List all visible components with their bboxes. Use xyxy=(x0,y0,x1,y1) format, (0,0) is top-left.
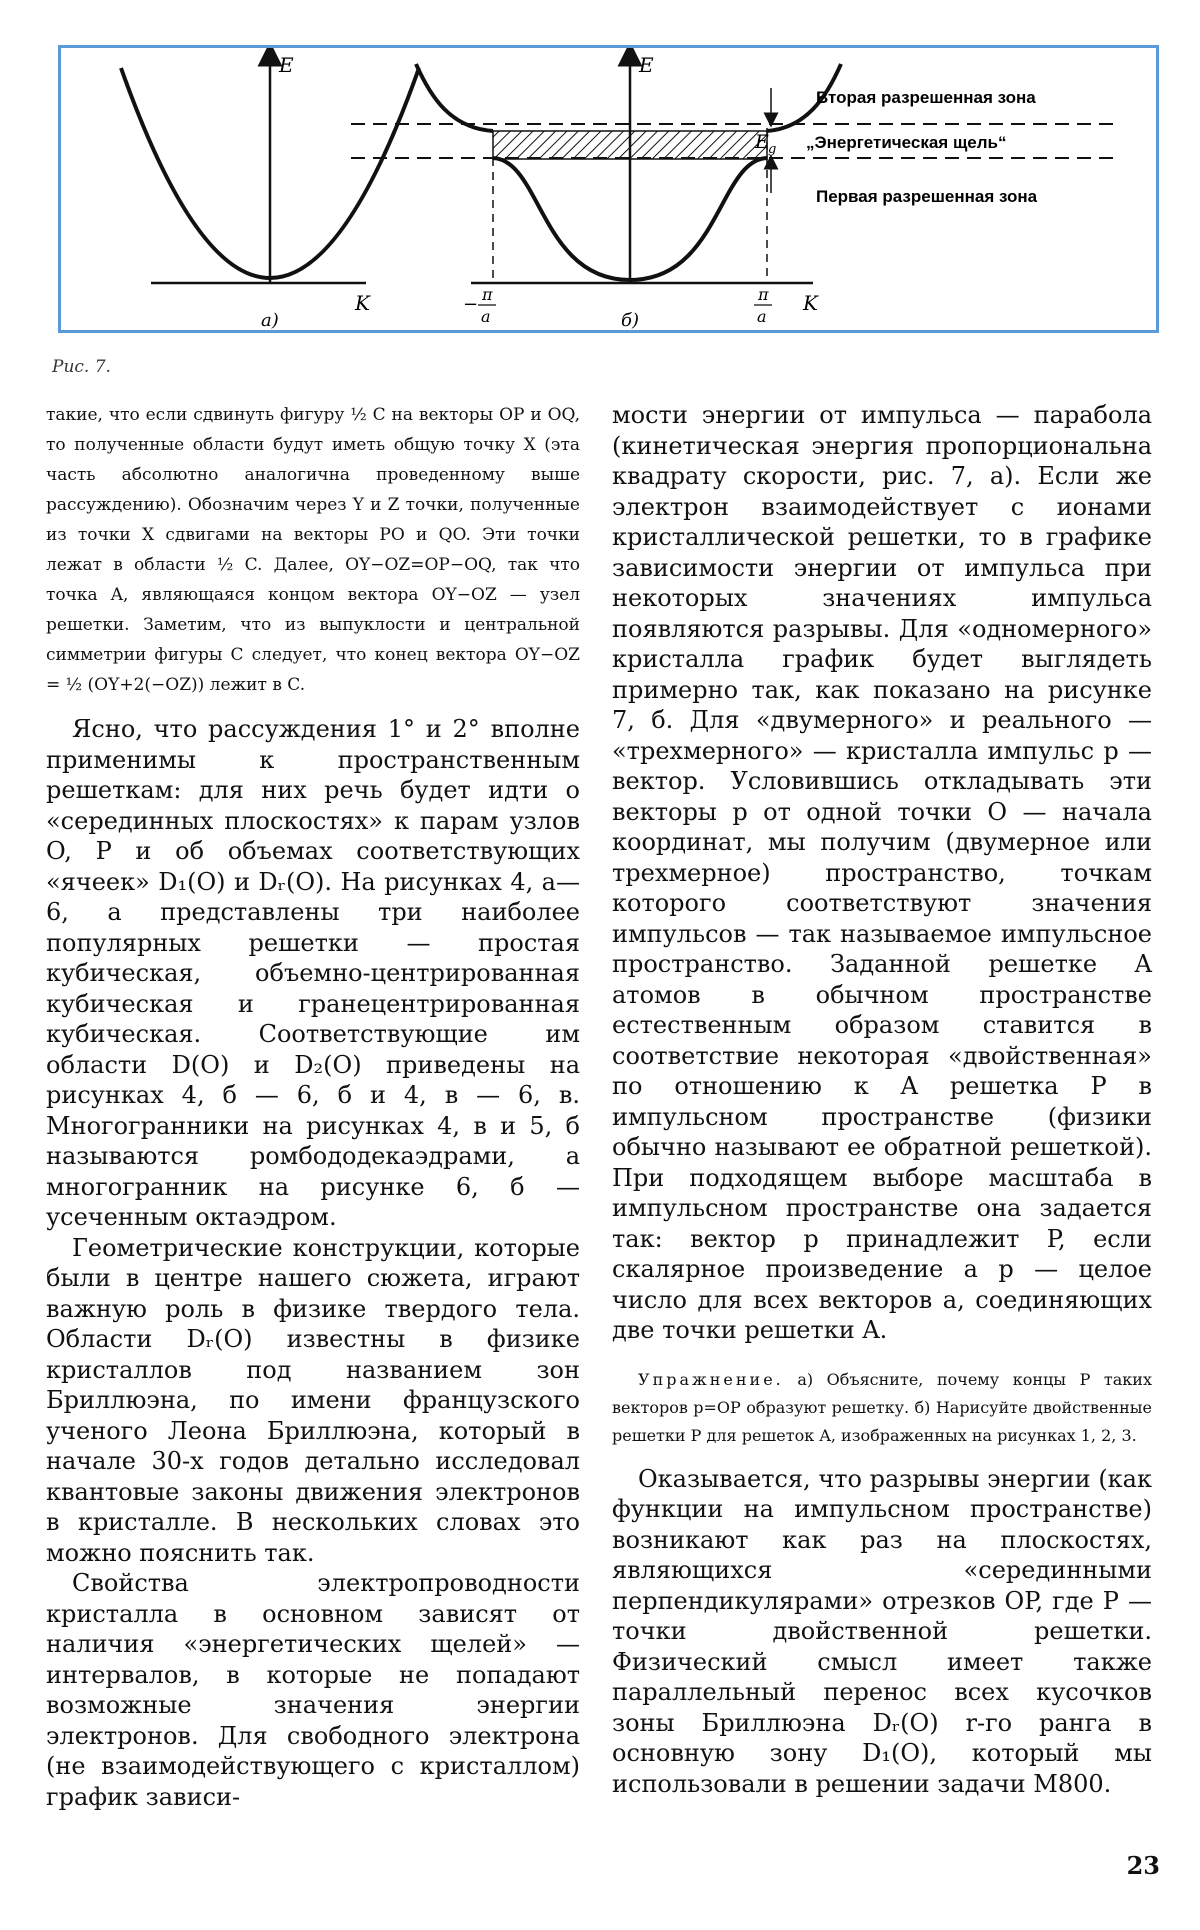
right-column xyxy=(612,400,1152,1799)
eg-subscript: g xyxy=(768,142,777,157)
right-paragraph-1: мости энергии от импульса — парабола (кинетическая энергия пропорциональна квадрату скорости, рис. 7, а). Если же электрон взаимодействует с ионами кристаллической решетки, то в графике зависимости энергии от импульса при некоторых значениях импульса появляются разрывы. Для «одномерного» кристалла график будет выглядеть примерно так, как показано на рисунке 7, б. Для «двумерного» и реального — «трехмерного» — кристалла импульс p — вектор. Условившись откладывать эти векторы p от одной точки O — начала координат, мы получим (двумерное или трехмерное) пространство, точкам которого соответствуют значения импульсов — так называемое импульсное пространство. Заданной решетке A атомов в обычном пространстве естественным образом ставится в соответствие некоторая «двойственная» по отношению к A решетка P в импульсном пространстве (физики обычно называют ее обратной решеткой). При подходящем выборе масштаба в импульсном пространстве она задается так: вектор p принадлежит P, если скалярное произведение a p — целое число для всех векторов a, соединяющих две точки решетки A. xyxy=(612,401,1152,1344)
right-paragraph-2: Оказывается, что разрывы энергии (как функции на импульсном пространстве) возникают как раз на плоскостях, являющихся «серединными перпендикулярами» отрезков OP, где P — точки двойственной решетки. Физический смысл имеет также параллельный перенос всех кусочков зоны Бриллюэна Dᵣ(O) r-го ранга в основную зону D₁(O), который мы использовали в решении задачи М800. xyxy=(612,1464,1152,1798)
pi-denominator: a xyxy=(757,307,767,326)
left-small-paragraph: такие, что если сдвинуть фигуру ½ C на векторы OP и OQ, то полученные области будут иметь общую точку X (эта часть абсолютно аналогична проведенному выше рассуждению). Обозначим через Y и Z точки, полученные из точки X сдвигами на векторы PO и QO. Эти точки лежат в области ½ C. Далее, OY−OZ=OP−OQ, так что точка A, являющаяся концом вектора OY−OZ — узел решетки. Заметим, что из выпуклости и центральной симметрии фигуры C следует, что конец вектора OY−OZ = ½ (OY+2(−OZ)) лежит в C. xyxy=(46,405,580,695)
graph-a xyxy=(121,53,419,330)
graph-a-e-label: E xyxy=(279,53,294,77)
left-paragraph-3: Свойства электропроводности кристалла в основном зависят от наличия «энергетических щелей» — интервалов, в которые не попадают возможные значения энергии электронов. Для свободного электрона (не взаимодействующего с кристаллом) график зависи- xyxy=(46,1569,580,1811)
figure-caption: Рис. 7. xyxy=(52,357,111,377)
pi-numerator: π xyxy=(758,285,769,304)
zone-upper-label: Вторая разрешенная зона xyxy=(816,88,1036,107)
graph-a-caption: а) xyxy=(261,310,279,330)
minus-pi-denominator: a xyxy=(481,307,491,326)
graph-b-k-label: K xyxy=(803,291,818,315)
zone-lower-label: Первая разрешенная зона xyxy=(816,187,1038,206)
figure-7 xyxy=(58,45,1159,333)
left-paragraph-1: Ясно, что рассуждения 1° и 2° вполне применимы к пространственным решеткам: для них речь будет идти о «серединных плоскостях» к парам узлов O, P и об объемах соответствующих «ячеек» D₁(O) и Dᵣ(O). На рисунках 4, а—6, а представлены три наиболее популярных решетки — простая кубическая, объемно-центрированная кубическая и гранецентрированная кубическая. Соответствующие им области D(O) и D₂(O) приведены на рисунках 4, б — 6, б и 4, в — 6, в. Многогранники на рисунках 4, в и 5, б называются ромбододекаэдрами, а многогранник на рисунке 6, б — усеченным октаэдром. xyxy=(46,715,580,1231)
left-paragraph-2: Геометрические конструкции, которые были в центре нашего сюжета, играют важную роль в физике твердого тела. Области Dᵣ(O) известны в физике кристаллов под названием зон Бриллюэна, по имени французского ученого Леона Бриллюэна, который в начале 30-х годов детально исследовал квантовые законы движения электронов в кристалле. В нескольких словах это можно пояснить так. xyxy=(46,1233,580,1567)
exercise-text: а) Объясните, почему концы P таких векторов p=OP образуют решетку. б) Нарисуйте двойственные решетки P для решеток A, изображенных на рисунках 1, 2, 3. xyxy=(612,1369,1152,1445)
second-zone-left-curve xyxy=(416,64,493,131)
exercise-title: Упражнение. xyxy=(638,1369,784,1389)
figure-7-graphs xyxy=(61,48,1156,330)
graph-b-e-label: E xyxy=(639,53,654,77)
minus-pi-numerator: π xyxy=(482,285,493,304)
left-column xyxy=(46,400,580,1812)
page-number: 23 xyxy=(1126,1851,1160,1880)
graph-a-k-label: K xyxy=(355,291,370,315)
eg-label: E xyxy=(755,131,769,153)
graph-b-caption: б) xyxy=(621,310,640,330)
zone-gap-label: „Энергетическая щель“ xyxy=(806,133,1007,152)
minus-sign: − xyxy=(463,294,479,315)
graph-b xyxy=(351,53,1116,330)
exercise-block xyxy=(612,1366,1152,1450)
